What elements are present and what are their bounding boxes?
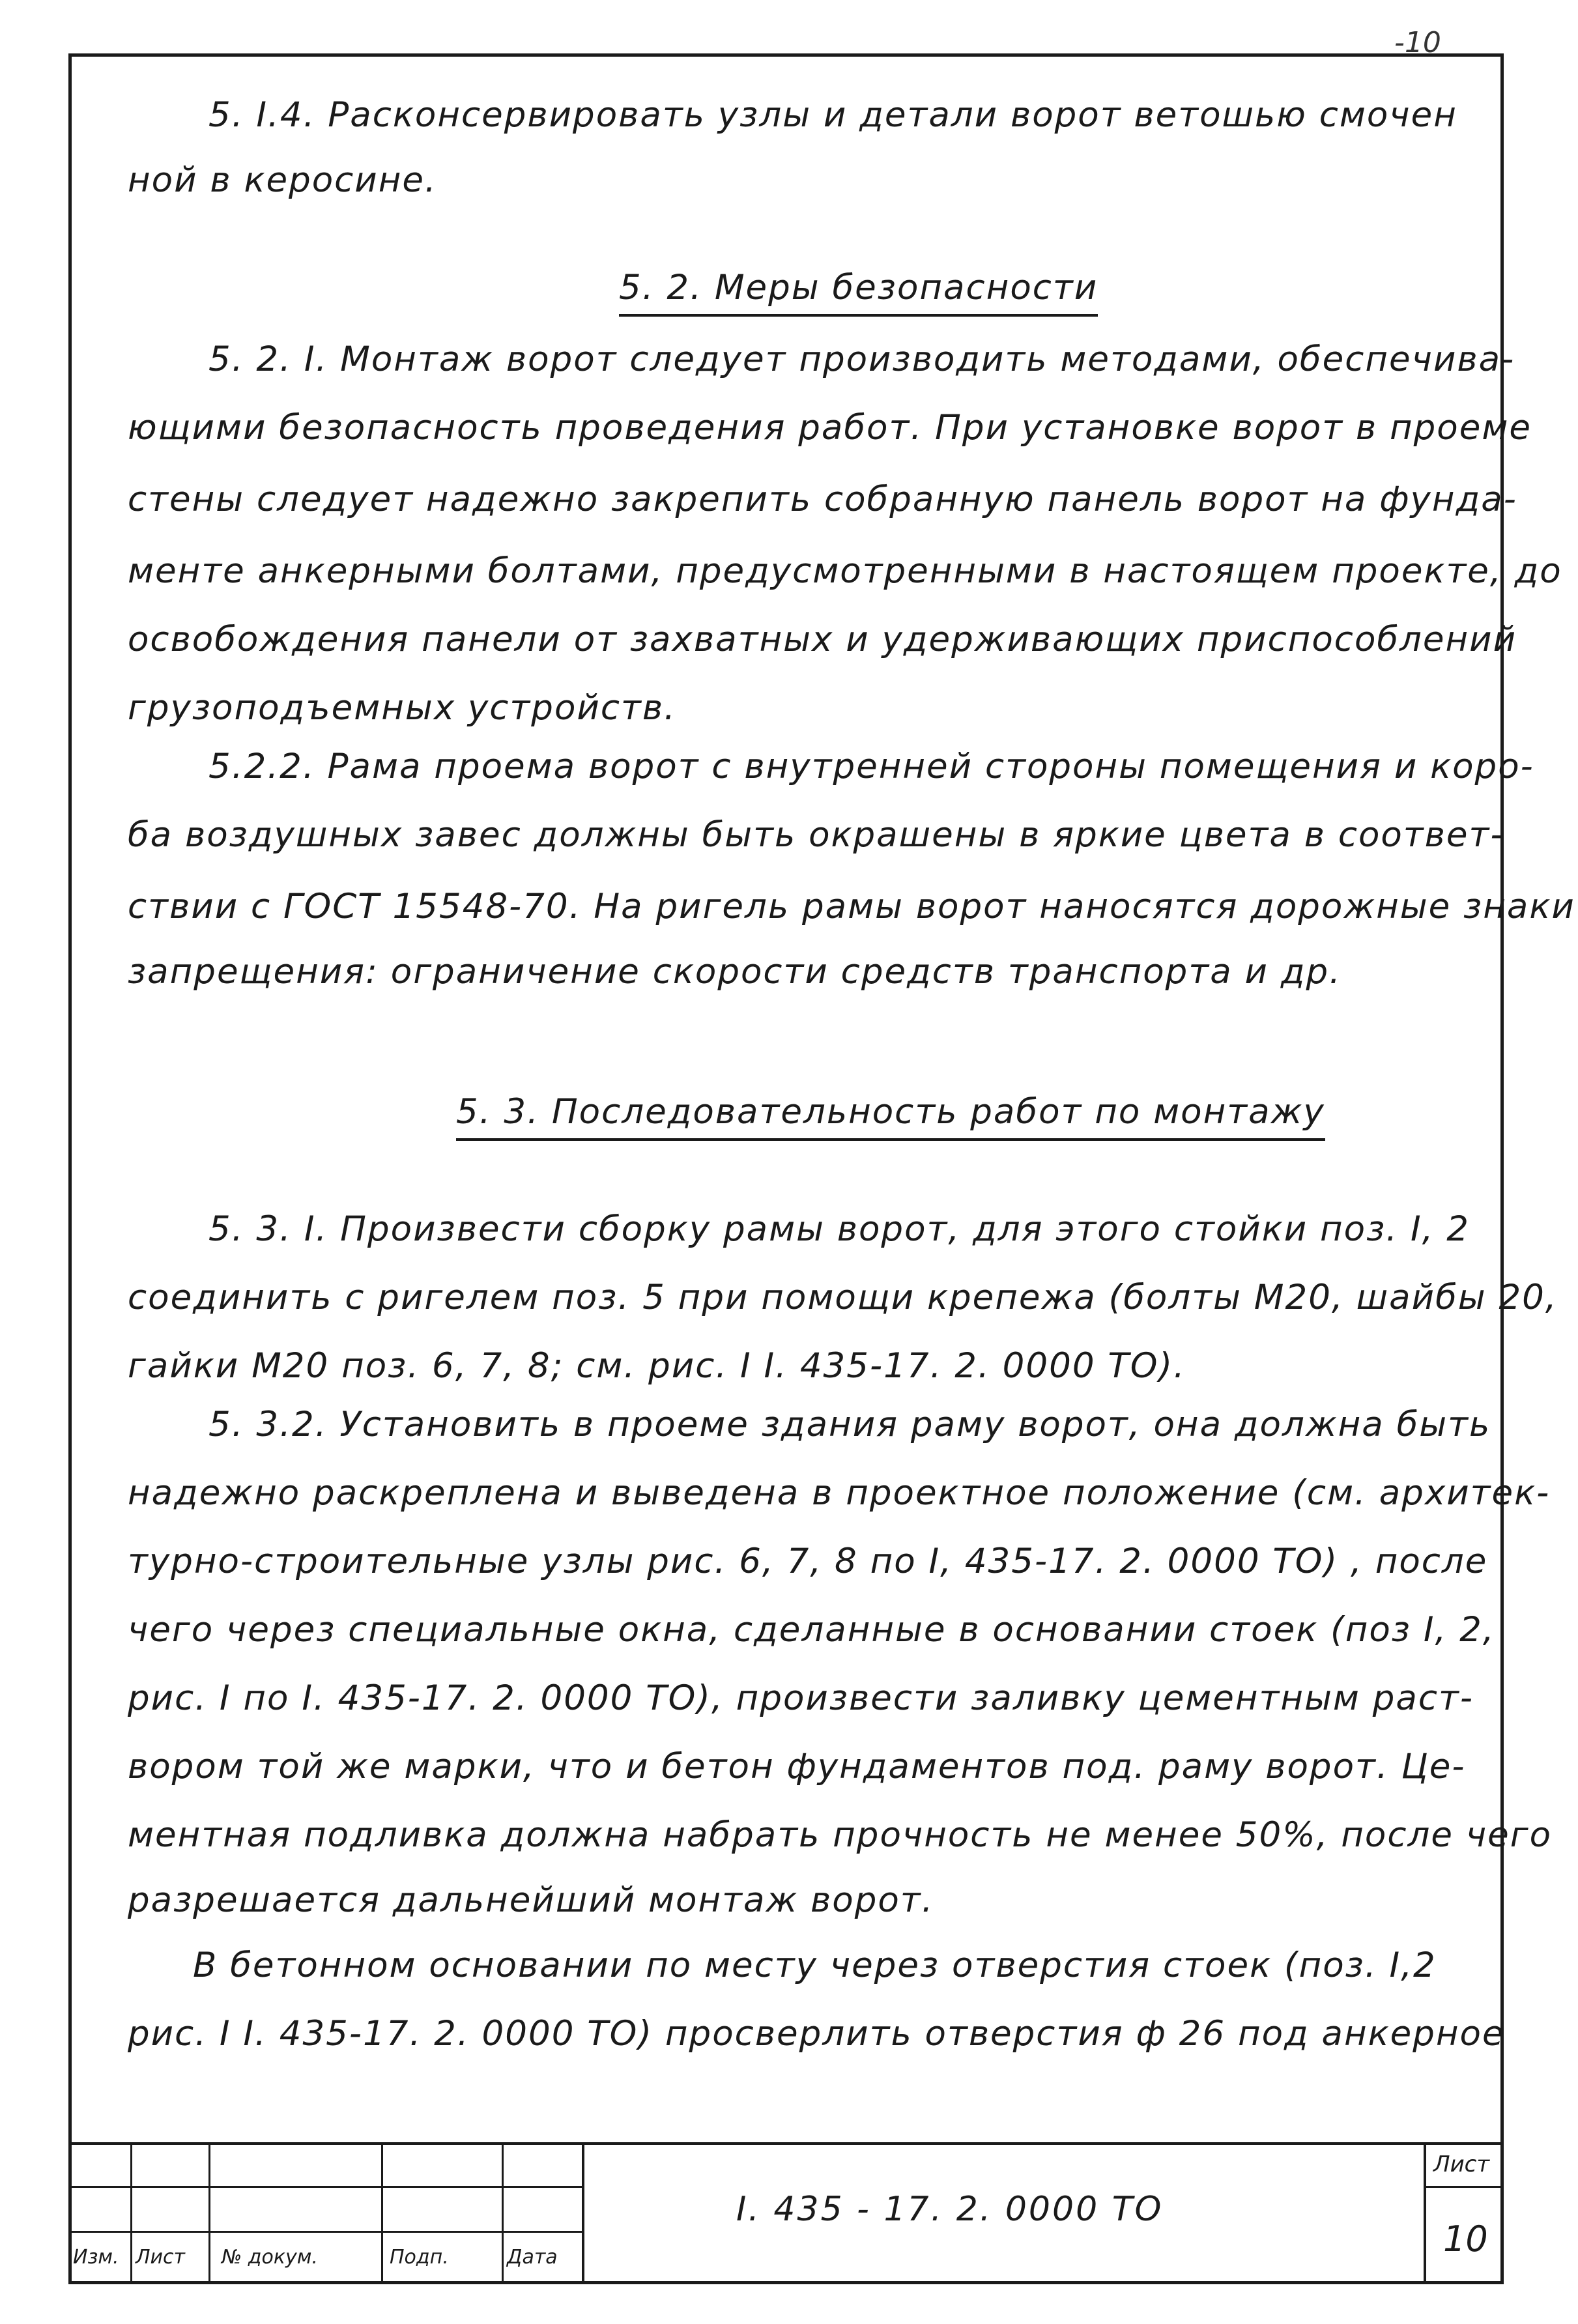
text-line: рис. I I. 435-17. 2. 0000 ТО) просверлить отверстия ф 26 под анкерное [128,2014,1505,2054]
text-line: запрещения: ограничение скорости средств транспорта и др. [128,952,1341,992]
text-line: турно-строительные узлы рис. 6, 7, 8 по I, 435-17. 2. 0000 ТО) , после [128,1542,1488,1581]
title-block-top-line [68,2142,1504,2145]
text-line: 5. 3. I. Произвести сборку рамы ворот, для этого стойки поз. I, 2 [208,1209,1470,1249]
title-block-izm: Изм. [73,2246,119,2269]
sheet-number: 10 [1443,2218,1488,2259]
text-line: разрешается дальнейший монтаж ворот. [128,1880,934,1920]
text-line: ющими безопасность проведения работ. При установке ворот в проеме [128,408,1532,448]
title-block-row-line [68,2231,583,2233]
title-block-col-line [582,2142,584,2284]
text-line: 5.2.2. Рама проема ворот с внутренней стороны помещения и коро- [208,747,1534,786]
text-line: рис. I по I. 435-17. 2. 0000 ТО), произвести заливку цементным раст- [128,1678,1474,1718]
text-line: 5. I.4. Расконсервировать узлы и детали ворот ветошью смочен [208,95,1457,135]
text-line: соединить с ригелем поз. 5 при помощи крепежа (болты М20, шайбы 20, [128,1278,1558,1317]
section-heading: 5. 3. Последовательность работ по монтажу [456,1095,1325,1141]
text-line: В бетонном основании по месту через отверстия стоек (поз. I,2 [193,1945,1437,1985]
title-block-col-line [130,2142,132,2284]
title-block-row-line [68,2186,583,2188]
title-block-list: Лист [136,2246,186,2269]
text-line: 5. 2. I. Монтаж ворот следует производить методами, обеспечива- [208,339,1515,379]
text-line: грузоподъемных устройств. [128,688,676,728]
title-block-date: Дата [507,2246,558,2269]
text-line: стены следует надежно закрепить собранную панель ворот на фунда- [128,480,1517,519]
title-block-doc: № докум. [222,2246,318,2269]
document-code: I. 435 - 17. 2. 0000 ТО [736,2190,1164,2229]
title-block-row-line [1424,2186,1504,2188]
text-line: вором той же марки, что и бетон фундаментов под. раму ворот. Це- [128,1747,1466,1786]
title-block-col-line [1424,2142,1426,2284]
sheet-label: Лист [1433,2151,1490,2177]
section-heading: 5. 2. Меры безопасности [619,270,1098,317]
title-block-col-line [208,2142,210,2284]
text-line: ной в керосине. [128,160,437,200]
title-block-col-line [381,2142,383,2284]
text-line: ба воздушных завес должны быть окрашены в яркие цвета в соответ- [128,815,1504,855]
title-block-col-line [502,2142,504,2284]
text-line: ментная подливка должна набрать прочность не менее 50%, после чего [128,1815,1553,1855]
title-block-sign: Подп. [390,2246,449,2269]
text-line: 5. 3.2. Установить в проеме здания раму ворот, она должна быть [208,1405,1491,1444]
text-line: гайки М20 поз. 6, 7, 8; см. рис. I I. 435-17. 2. 0000 ТО). [128,1346,1186,1386]
text-line: менте анкерными болтами, предусмотренными в настоящем проекте, до [128,551,1562,591]
text-line: ствии с ГОСТ 15548-70. На ригель рамы ворот наносятся дорожные знаки [128,887,1575,926]
text-line: освобождения панели от захватных и удерживающих приспособлений [128,620,1517,659]
text-line: надежно раскреплена и выведена в проектное положение (см. архитек- [128,1473,1551,1513]
text-line: чего через специальные окна, сделанные в основании стоек (поз I, 2, [128,1610,1495,1650]
page-corner-number: -10 [1394,26,1441,59]
